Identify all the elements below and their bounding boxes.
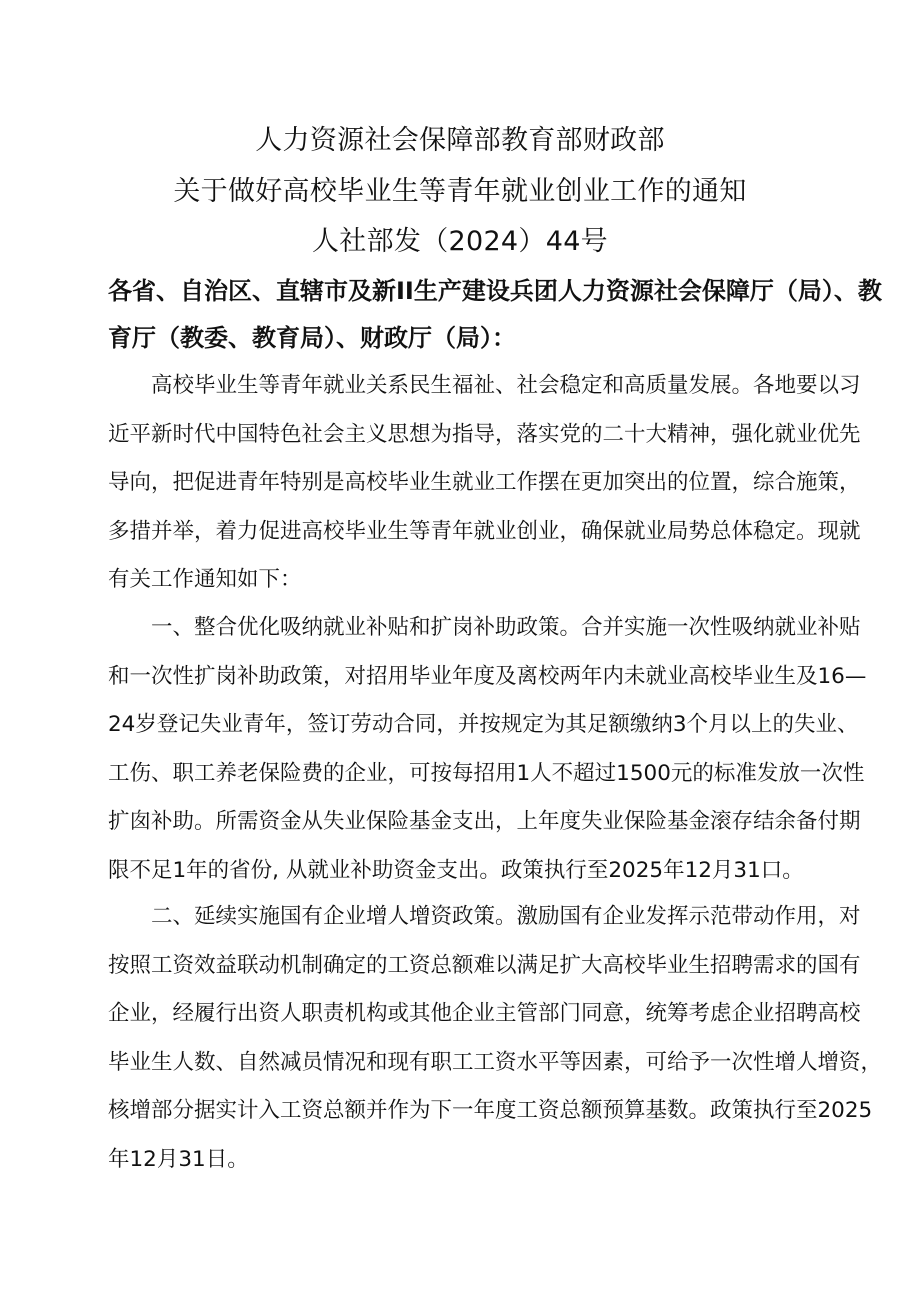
paragraph-line: 限不足1年的省份, 从就业补助资金支出。政策执行至2025年12月31口。	[108, 857, 804, 883]
paragraph-line: 导向，把促进青年特别是高校毕业生就业工作摆在更加突出的位置，综合施策，	[108, 470, 861, 496]
paragraph-line: 多措并举，着力促进高校毕业生等青年就业创业，确保就业局势总体稳定。现就	[108, 518, 861, 544]
document-title-line-2: 关于做好高校毕业生等青年就业创业工作的通知	[173, 176, 747, 207]
paragraph-line: 按照工资效益联动机制确定的工资总额难以满足扩大高校毕业生招聘需求的国有	[108, 952, 861, 978]
addressee-block	[108, 268, 882, 362]
paragraph-line: 二、延续实施国有企业增人增资政策。激励国有企业发挥示范带动作用，对	[151, 904, 861, 929]
paragraph-line: 和一次性扩岗补助政策，对招用毕业年度及离校两年内未就业高校毕业生及16—	[108, 663, 867, 689]
paragraph-line: 24岁登记失业青年，签订劳动合同，并按规定为其足额缴纳3个月以上的失业、	[108, 712, 859, 738]
document-number: 人社部发（2024）44号	[312, 226, 608, 257]
paragraph-line: 毕业生人数、自然减员情况和现有职工工资水平等因素，可给予一次性增人增资，	[108, 1049, 883, 1075]
paragraph-line: 扩囱补助。所需资金从失业保险基金支出，上年度失业保险基金滚存结余备付期	[108, 809, 861, 835]
paragraph-line: 高校毕业生等青年就业关系民生福祉、社会稳定和高质量发展。各地要以习	[151, 373, 861, 398]
document-title-line-1: 人力资源社会保障部教育部财政部	[255, 125, 665, 156]
paragraph-section-2	[108, 893, 883, 1185]
paragraph-line: 有关工作通知如下：	[108, 567, 302, 593]
paragraph-section-1	[108, 604, 867, 896]
addressee-line: 育厅（教委、教育局）、财政厅（局）：	[108, 324, 516, 352]
paragraph-line: 近平新时代中国特色社会主义思想为指导，落实党的二十大精神，强化就业优先	[108, 421, 861, 447]
paragraph-line: 企业，经履行出资人职责机构或其他企业主管部门同意，统筹考虑企业招聘高校	[108, 1001, 861, 1027]
paragraph-line: 一、整合优化吸纳就业补贴和扩岗补助政策。合并实施一次性吸纳就业补贴	[151, 615, 861, 640]
paragraph-line: 年12月31日。	[108, 1146, 249, 1172]
paragraph-line: 核增部分据实计入工资总额并作为下一年度工资总额预算基数。政策执行至2025	[108, 1098, 873, 1124]
paragraph-intro	[108, 362, 861, 605]
addressee-line: 各省、自治区、直辖市及新II生产建设兵团人力资源社会保障厅（局）、教	[108, 277, 882, 305]
paragraph-line: 工伤、职工养老保险费的企业，可按每招用1人不超过1500元的标准发放一次性	[108, 760, 865, 786]
